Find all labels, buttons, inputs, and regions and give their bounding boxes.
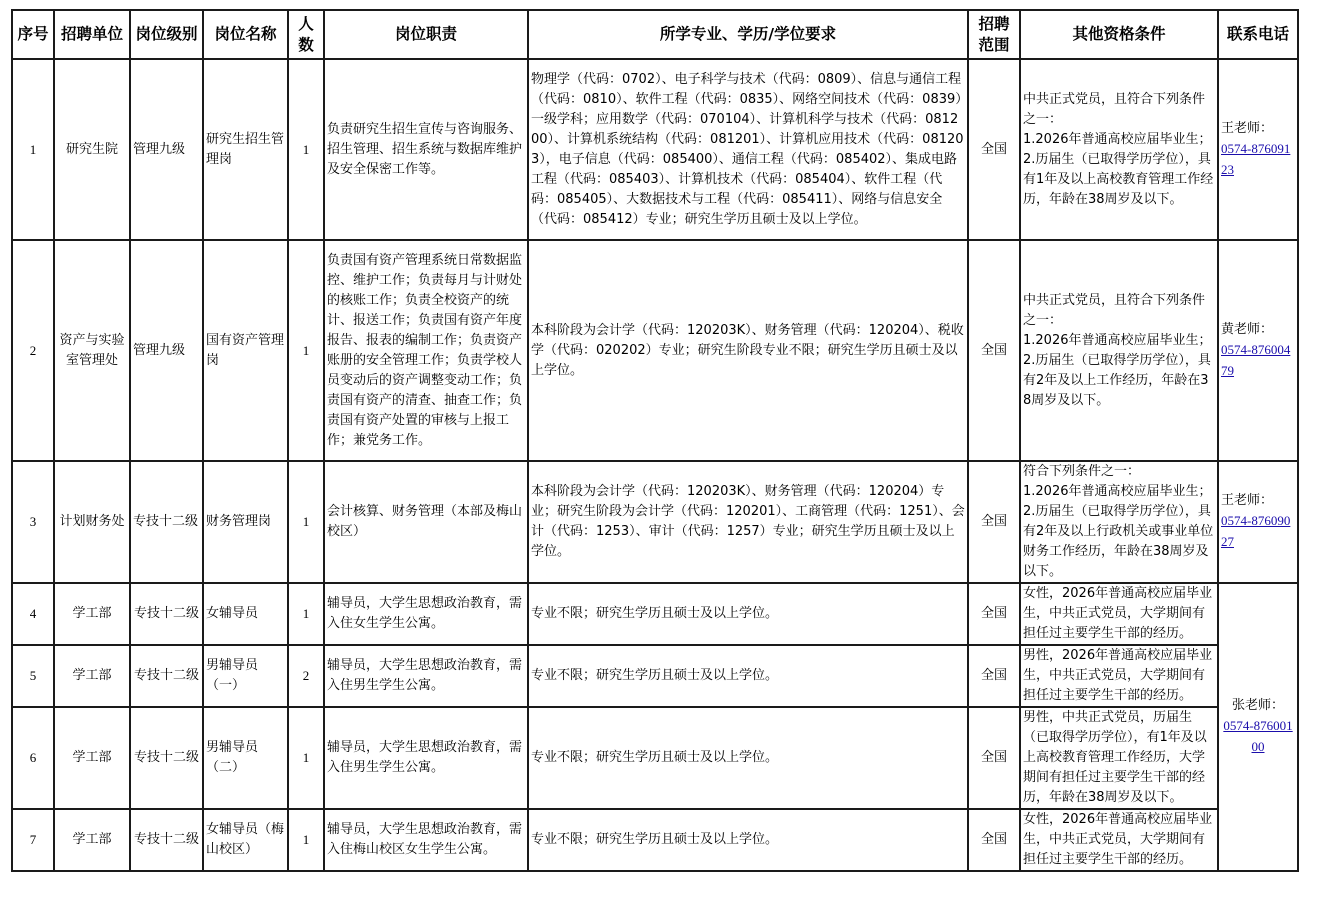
cell-duties: 辅导员，大学生思想政治教育，需入住梅山校区女生学生公寓。	[324, 809, 528, 871]
contact-name: 张老师：	[1231, 698, 1284, 713]
table-row	[12, 461, 1298, 583]
cell-level: 管理九级	[130, 240, 203, 461]
cell-contact-shared	[1218, 583, 1298, 871]
cell-duties: 辅导员，大学生思想政治教育，需入住男生学生公寓。	[324, 645, 528, 707]
table-row	[12, 645, 1298, 707]
cell-seq: 7	[12, 809, 54, 871]
table-row	[12, 809, 1298, 871]
cell-other: 符合下列条件之一： 1.2026年普通高校应届毕业生； 2.历届生（已取得学历学位），具有2年及以上行政机关或事业单位财务工作经历，年龄在38周岁及以下。	[1020, 461, 1218, 583]
cell-count: 1	[288, 59, 324, 240]
contact-name: 王老师：	[1221, 493, 1274, 508]
contact-phone-link[interactable]: 0574-87609027	[1221, 513, 1291, 549]
contact-phone-link[interactable]: 0574-87609123	[1221, 140, 1291, 177]
cell-count: 1	[288, 240, 324, 461]
header-scope: 招聘范围	[968, 10, 1020, 59]
header-duties: 岗位职责	[324, 10, 528, 59]
cell-other: 中共正式党员，且符合下列条件之一： 1.2026年普通高校应届毕业生； 2.历届生（已取得学历学位），具有2年及以上工作经历，年龄在38周岁及以下。	[1020, 240, 1218, 461]
cell-requirements: 物理学（代码：0702）、电子科学与技术（代码：0809）、信息与通信工程（代码：0810）、软件工程（代码：0835）、网络空间技术（代码：0839）一级学科；应用数学（代码：070104）、计算机科学与技术（代码：081200）、计算机系统结构（代码：081201）、计算机应用技术（代码：081203），电子信息（代码：085400）、通信工程（代码：085402）、集成电路工程（代码：085403）、计算机技术（代码：085404）、软件工程（代码：085405）、大数据技术与工程（代码：085411）、网络与信息安全（代码：085412）专业；研究生学历且硕士及以上学位。	[528, 59, 968, 240]
cell-contact	[1218, 59, 1298, 240]
cell-duties: 辅导员，大学生思想政治教育，需入住女生学生公寓。	[324, 583, 528, 645]
cell-requirements: 专业不限；研究生学历且硕士及以上学位。	[528, 645, 968, 707]
cell-position: 国有资产管理岗	[203, 240, 288, 461]
cell-seq: 1	[12, 59, 54, 240]
cell-level: 专技十二级	[130, 707, 203, 809]
recruitment-table	[11, 9, 1299, 872]
cell-position: 男辅导员（一）	[203, 645, 288, 707]
cell-seq: 6	[12, 707, 54, 809]
cell-other: 女性，2026年普通高校应届毕业生，中共正式党员，大学期间有担任过主要学生干部的经历。	[1020, 583, 1218, 645]
cell-count: 1	[288, 583, 324, 645]
cell-scope: 全国	[968, 645, 1020, 707]
cell-unit: 研究生院	[54, 59, 130, 240]
cell-unit: 学工部	[54, 707, 130, 809]
cell-scope: 全国	[968, 59, 1020, 240]
table-row	[12, 59, 1298, 240]
header-seq: 序号	[12, 10, 54, 59]
cell-position: 女辅导员	[203, 583, 288, 645]
header-other: 其他资格条件	[1020, 10, 1218, 59]
cell-duties: 负责国有资产管理系统日常数据监控、维护工作；负责每月与计财处的核账工作；负责全校资产的统计、报送工作；负责国有资产年度报告、报表的编制工作；负责资产账册的安全管理工作；负责学校人员变动后的资产调整变动工作；负责国有资产的清查、抽查工作；负责国有资产处置的审核与上报工作；兼党务工作。	[324, 240, 528, 461]
cell-other: 女性，2026年普通高校应届毕业生，中共正式党员，大学期间有担任过主要学生干部的经历。	[1020, 809, 1218, 871]
cell-count: 2	[288, 645, 324, 707]
cell-level: 专技十二级	[130, 461, 203, 583]
header-row	[12, 10, 1298, 59]
cell-position: 财务管理岗	[203, 461, 288, 583]
cell-scope: 全国	[968, 583, 1020, 645]
cell-scope: 全国	[968, 461, 1020, 583]
cell-seq: 3	[12, 461, 54, 583]
contact-phone-link[interactable]: 0574-87600100	[1223, 718, 1293, 754]
cell-scope: 全国	[968, 809, 1020, 871]
cell-count: 1	[288, 707, 324, 809]
cell-unit: 学工部	[54, 645, 130, 707]
cell-unit: 学工部	[54, 809, 130, 871]
cell-unit: 计划财务处	[54, 461, 130, 583]
cell-level: 专技十二级	[130, 809, 203, 871]
cell-unit: 学工部	[54, 583, 130, 645]
table-row	[12, 240, 1298, 461]
cell-scope: 全国	[968, 707, 1020, 809]
cell-contact	[1218, 461, 1298, 583]
cell-position: 研究生招生管理岗	[203, 59, 288, 240]
cell-requirements: 专业不限；研究生学历且硕士及以上学位。	[528, 809, 968, 871]
header-level: 岗位级别	[130, 10, 203, 59]
cell-seq: 2	[12, 240, 54, 461]
cell-count: 1	[288, 461, 324, 583]
cell-requirements: 本科阶段为会计学（代码：120203K）、财务管理（代码：120204）专业；研究生阶段为会计学（代码：120201）、工商管理（代码：1251）、会计（代码：1253）、审计（代码：1257）专业；研究生学历且硕士及以上学位。	[528, 461, 968, 583]
cell-seq: 4	[12, 583, 54, 645]
cell-requirements: 本科阶段为会计学（代码：120203K）、财务管理（代码：120204）、税收学（代码：020202）专业；研究生阶段专业不限；研究生学历且硕士及以上学位。	[528, 240, 968, 461]
contact-name: 黄老师：	[1221, 321, 1274, 337]
cell-contact	[1218, 240, 1298, 461]
cell-position: 男辅导员（二）	[203, 707, 288, 809]
table-row	[12, 583, 1298, 645]
cell-position: 女辅导员（梅山校区）	[203, 809, 288, 871]
header-position: 岗位名称	[203, 10, 288, 59]
contact-phone-link[interactable]: 0574-87600479	[1221, 341, 1291, 378]
cell-level: 管理九级	[130, 59, 203, 240]
cell-requirements: 专业不限；研究生学历且硕士及以上学位。	[528, 707, 968, 809]
cell-duties: 辅导员，大学生思想政治教育，需入住男生学生公寓。	[324, 707, 528, 809]
cell-seq: 5	[12, 645, 54, 707]
header-requirements: 所学专业、学历/学位要求	[528, 10, 968, 59]
cell-duties: 负责研究生招生宣传与咨询服务、招生管理、招生系统与数据库维护及安全保密工作等。	[324, 59, 528, 240]
table-row	[12, 707, 1298, 809]
cell-other: 中共正式党员，且符合下列条件之一： 1.2026年普通高校应届毕业生； 2.历届生（已取得学历学位），具有1年及以上高校教育管理工作经历，年龄在38周岁及以下。	[1020, 59, 1218, 240]
cell-requirements: 专业不限；研究生学历且硕士及以上学位。	[528, 583, 968, 645]
contact-name: 王老师：	[1221, 120, 1274, 136]
header-count: 人数	[288, 10, 324, 59]
cell-other: 男性，中共正式党员，历届生（已取得学历学位），有1年及以上高校教育管理工作经历，大学期间有担任过主要学生干部的经历，年龄在38周岁及以下。	[1020, 707, 1218, 809]
cell-scope: 全国	[968, 240, 1020, 461]
cell-level: 专技十二级	[130, 645, 203, 707]
cell-unit: 资产与实验室管理处	[54, 240, 130, 461]
cell-other: 男性，2026年普通高校应届毕业生，中共正式党员，大学期间有担任过主要学生干部的经历。	[1020, 645, 1218, 707]
cell-level: 专技十二级	[130, 583, 203, 645]
header-unit: 招聘单位	[54, 10, 130, 59]
header-contact: 联系电话	[1218, 10, 1298, 59]
cell-duties: 会计核算、财务管理（本部及梅山校区）	[324, 461, 528, 583]
cell-count: 1	[288, 809, 324, 871]
